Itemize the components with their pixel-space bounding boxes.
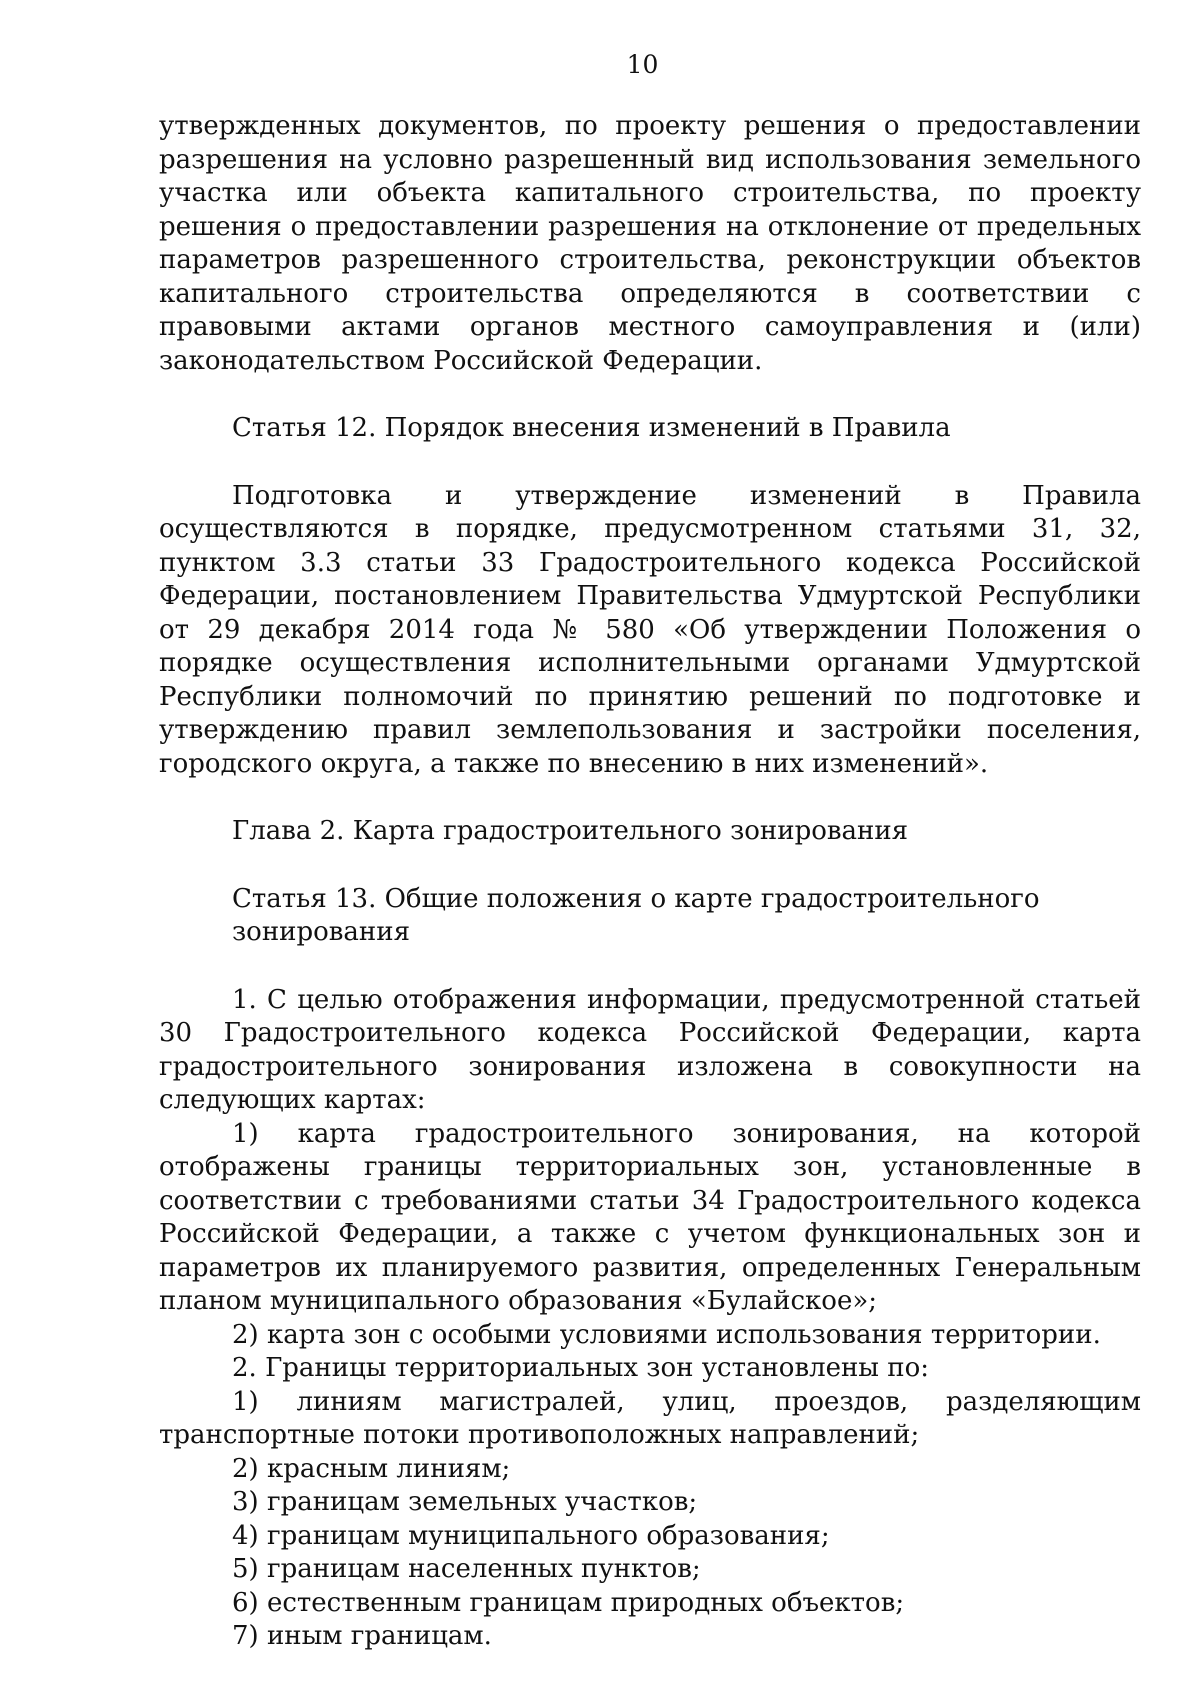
article-13-item-2-subitem-5: 5) границам населенных пунктов; — [232, 1554, 701, 1584]
article-13-item-1-subitem-2: 2) карта зон с особыми условиями использования территории. — [232, 1319, 1101, 1350]
document-body — [159, 110, 1141, 1654]
article-12-text: Подготовка и утверждение изменений в Правила осуществляются в порядке, предусмотренном статьями 31, 32, пунктом 3.3 статьи 33 Градостроительного кодекса Российской Федерации, постановлением Правительства Удмуртской Республики от 29 декабря 2014 года № 580 «Об утверждении Положения о порядке осуществления исполнительными органами Удмуртской Республики полномочий по принятию решений по подготовке и утверждению правил землепользования и застройки поселения, городского округа, а также по внесению в них изменений». — [159, 480, 1141, 779]
paragraph-continued: утвержденных документов, по проекту решения о предоставлении разрешения на условно разрешенный вид использования земельного участка или объекта капитального строительства, по проекту решения о предоставлении разрешения на отклонение от предельных параметров разрешенного строительства, реконструкции объектов капитального строительства определяются в соответствии с правовыми актами органов местного самоуправления и (или) законодательством Российской Федерации. — [159, 111, 1141, 376]
article-13-item-1: 1. С целью отображения информации, предусмотренной статьей 30 Градостроительного кодекса Российской Федерации, карта градостроительного зонирования изложена в совокупности на следующих картах: — [159, 984, 1141, 1115]
article-13-item-2-subitem-1: 1) линиям магистралей, улиц, проездов, разделяющим транспортные потоки противоположных направлений; — [159, 1386, 1141, 1450]
article-12-title: Статья 12. Порядок внесения изменений в Правила — [232, 413, 951, 443]
article-13-item-2-subitem-4: 4) границам муниципального образования; — [232, 1520, 830, 1551]
article-13-item-2-subitem-2: 2) красным линиям; — [232, 1453, 511, 1484]
article-13-item-2-subitem-3: 3) границам земельных участков; — [232, 1487, 698, 1517]
article-13-item-2-subitem-6: 6) естественным границам природных объектов; — [232, 1587, 905, 1618]
article-13-item-1-subitem-1: 1) карта градостроительного зонирования, на которой отображены границы территориальных зон, установленные в соответствии с требованиями статьи 34 Градостроительного кодекса Российской Федерации, а также с учетом функциональных зон и параметров их планируемого развития, определенных Генеральным планом муниципального образования «Булайское»; — [159, 1118, 1141, 1316]
page-number: 10 — [626, 50, 659, 79]
article-13-item-2-subitem-7: 7) иным границам. — [232, 1621, 492, 1651]
article-13-item-2: 2. Границы территориальных зон установлены по: — [232, 1353, 930, 1383]
article-13-title: Статья 13. Общие положения о карте градостроительного зонирования — [232, 883, 1040, 947]
chapter-2-title: Глава 2. Карта градостроительного зонирования — [232, 816, 909, 846]
